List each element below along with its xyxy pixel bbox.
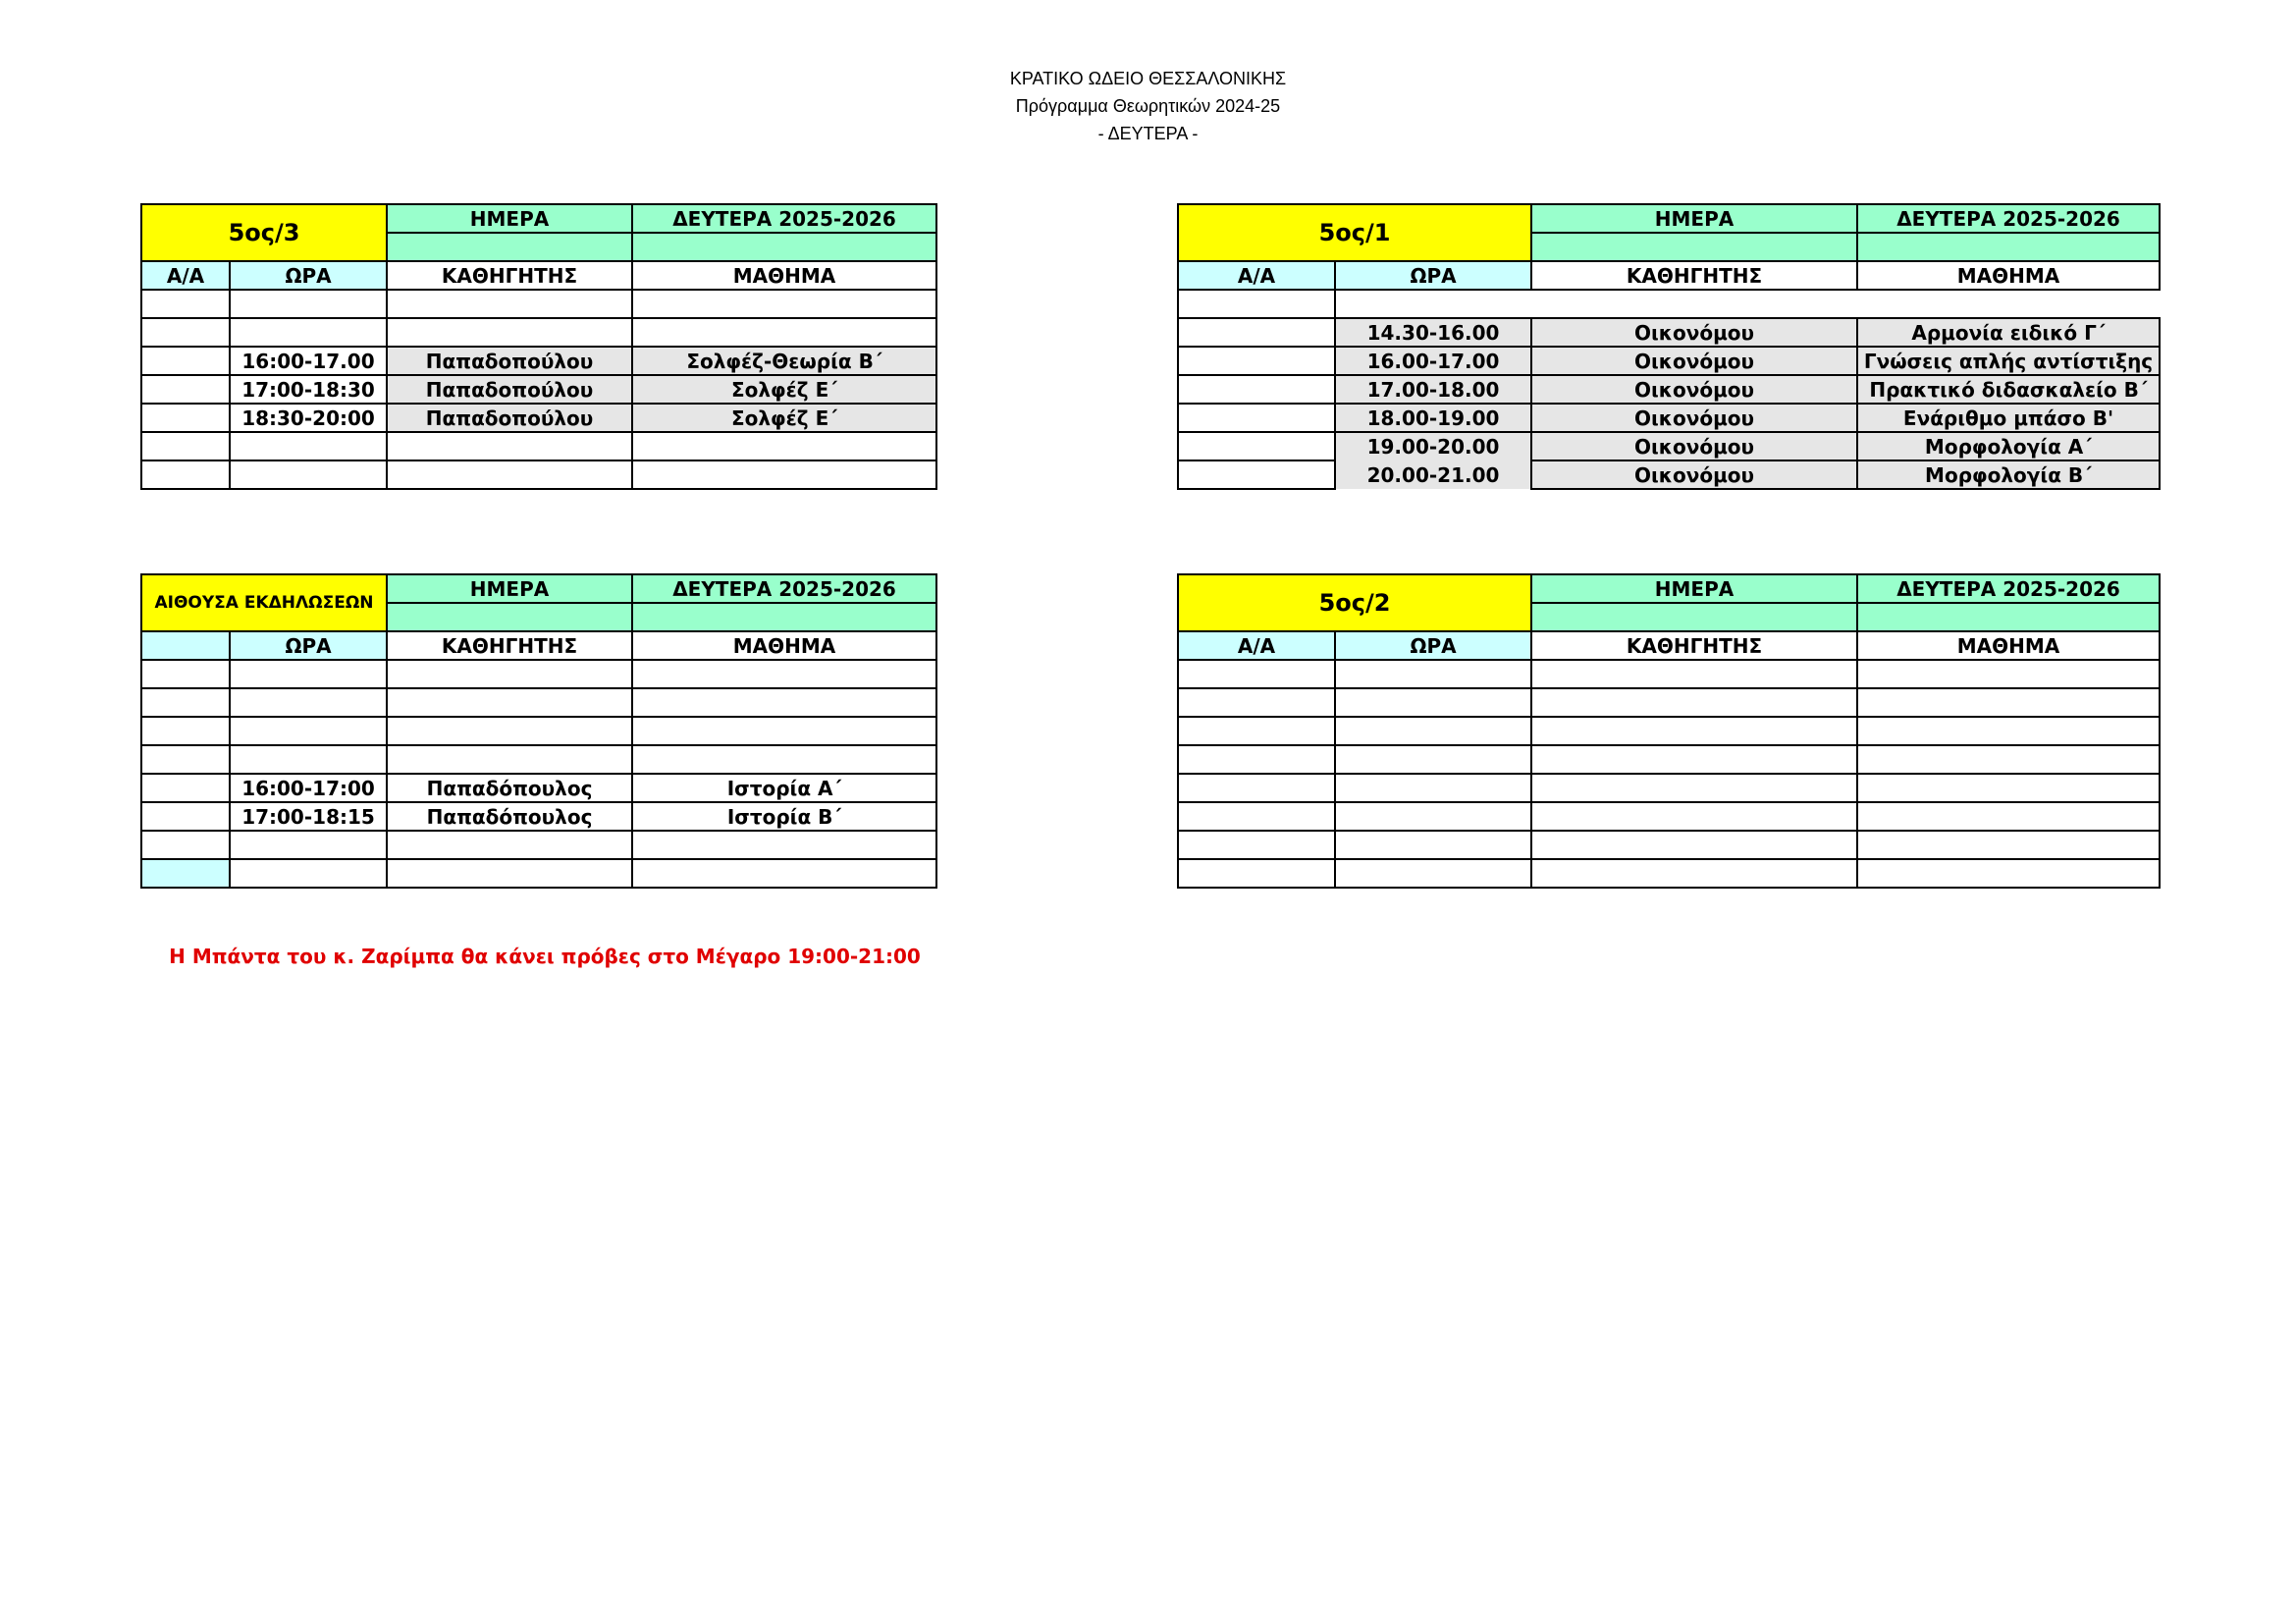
cell-time: 17:00-18:30	[230, 375, 387, 404]
cell-teacher: Οικονόμου	[1531, 432, 1857, 460]
day-value: ΔΕΥΤΕΡΑ 2025-2026	[632, 204, 936, 233]
cell-time	[230, 460, 387, 489]
col-header-aa: Α/Α	[1178, 261, 1335, 290]
schedule-table-5os-2	[1177, 573, 2161, 889]
cell-teacher	[1531, 745, 1857, 774]
cell-time	[230, 745, 387, 774]
column-header-row	[141, 261, 936, 290]
cell-aa	[141, 774, 230, 802]
day-label-blank	[387, 603, 632, 631]
table-row	[141, 318, 936, 347]
cell-time: 16.00-17.00	[1335, 347, 1531, 375]
cell-subject	[632, 460, 936, 489]
cell-aa	[1178, 859, 1335, 888]
cell-teacher	[387, 745, 632, 774]
cell-aa	[141, 859, 230, 888]
cell-subject	[632, 859, 936, 888]
cell-aa	[1178, 432, 1335, 460]
table-row	[141, 688, 936, 717]
band-rehearsal-note: Η Μπάντα του κ. Ζαρίμπα θα κάνει πρόβες στο Μέγαρο 19:00-21:00	[169, 945, 921, 968]
cell-teacher	[387, 290, 632, 318]
cell-time: 18.00-19.00	[1335, 404, 1531, 432]
cell-subject	[632, 717, 936, 745]
cell-aa	[141, 831, 230, 859]
col-header-aa: Α/Α	[1178, 631, 1335, 660]
cell-subject	[632, 688, 936, 717]
cell-aa	[1178, 460, 1335, 489]
cell-time	[230, 717, 387, 745]
cell-subject	[1857, 688, 2160, 717]
table-row	[141, 660, 936, 688]
table-row	[1178, 774, 2160, 802]
cell-aa	[141, 660, 230, 688]
cell-teacher: Παπαδοπούλου	[387, 404, 632, 432]
col-header-time: ΩΡΑ	[230, 631, 387, 660]
col-header-aa: Α/Α	[141, 261, 230, 290]
cell-subject	[1857, 745, 2160, 774]
cell-aa	[1178, 802, 1335, 831]
cell-subject: Γνώσεις απλής αντίστιξης	[1857, 347, 2160, 375]
table-row	[141, 404, 936, 432]
day-label-blank	[1531, 603, 1857, 631]
cell-subject	[1857, 859, 2160, 888]
cell-subject: Ενάριθμο μπάσο Β'	[1857, 404, 2160, 432]
day-label: ΗΜΕΡΑ	[1531, 204, 1857, 233]
cell-subject	[632, 660, 936, 688]
cell-time	[230, 432, 387, 460]
day-label: ΗΜΕΡΑ	[387, 204, 632, 233]
cell-teacher	[1531, 802, 1857, 831]
cell-subject	[1857, 717, 2160, 745]
cell-teacher	[387, 688, 632, 717]
table-row	[1178, 802, 2160, 831]
room-title: 5ος/3	[141, 204, 387, 261]
col-header-teacher: ΚΑΘΗΓΗΤΗΣ	[387, 631, 632, 660]
cell-aa	[141, 717, 230, 745]
table-header-row	[141, 574, 936, 603]
cell-subject: Πρακτικό διδασκαλείο Β΄	[1857, 375, 2160, 404]
table-row	[1178, 460, 2160, 489]
cell-aa	[141, 375, 230, 404]
cell-time: 16:00-17.00	[230, 347, 387, 375]
day-value-blank	[1857, 233, 2160, 261]
cell-subject	[632, 831, 936, 859]
col-header-subject: ΜΑΘΗΜΑ	[632, 631, 936, 660]
cell-teacher	[1531, 774, 1857, 802]
cell-subject: Σολφέζ Ε΄	[632, 375, 936, 404]
cell-time	[1335, 660, 1531, 688]
cell-teacher: Οικονόμου	[1531, 347, 1857, 375]
room-title: ΑΙΘΟΥΣΑ ΕΚΔΗΛΩΣΕΩΝ	[141, 574, 387, 631]
cell-time: 17:00-18:15	[230, 802, 387, 831]
cell-teacher	[1531, 660, 1857, 688]
day-value: ΔΕΥΤΕΡΑ 2025-2026	[632, 574, 936, 603]
cell-time	[1335, 831, 1531, 859]
table-row	[141, 375, 936, 404]
cell-time	[1335, 290, 2160, 318]
cell-aa	[1178, 774, 1335, 802]
table-row	[141, 432, 936, 460]
table-row	[141, 831, 936, 859]
table-row	[141, 460, 936, 489]
cell-subject	[632, 318, 936, 347]
cell-teacher	[387, 432, 632, 460]
table-row	[141, 802, 936, 831]
cell-aa	[1178, 404, 1335, 432]
table-row	[141, 717, 936, 745]
col-header-teacher: ΚΑΘΗΓΗΤΗΣ	[1531, 631, 1857, 660]
cell-aa	[141, 688, 230, 717]
cell-time	[1335, 745, 1531, 774]
day-value-blank	[632, 603, 936, 631]
cell-subject: Ιστορία Α΄	[632, 774, 936, 802]
table-row	[1178, 745, 2160, 774]
cell-time: 20.00-21.00	[1335, 460, 1531, 489]
cell-teacher: Παπαδοπούλου	[387, 347, 632, 375]
cell-aa	[141, 318, 230, 347]
cell-teacher: Παπαδόπουλος	[387, 802, 632, 831]
day-label-blank	[1531, 233, 1857, 261]
cell-aa	[1178, 688, 1335, 717]
cell-aa	[141, 290, 230, 318]
header-day: - ΔΕΥΤΕΡΑ -	[1097, 124, 1199, 143]
table-row	[1178, 375, 2160, 404]
col-header-time: ΩΡΑ	[1335, 631, 1531, 660]
day-value: ΔΕΥΤΕΡΑ 2025-2026	[1857, 204, 2160, 233]
table-row	[141, 290, 936, 318]
col-header-subject: ΜΑΘΗΜΑ	[1857, 261, 2160, 290]
cell-aa	[1178, 290, 1335, 318]
schedule-table-5os-3	[140, 203, 937, 490]
cell-subject	[632, 432, 936, 460]
cell-time	[1335, 717, 1531, 745]
day-label: ΗΜΕΡΑ	[387, 574, 632, 603]
cell-time	[230, 660, 387, 688]
col-header-subject: ΜΑΘΗΜΑ	[1857, 631, 2160, 660]
col-header-time: ΩΡΑ	[1335, 261, 1531, 290]
cell-subject: Σολφέζ-Θεωρία Β΄	[632, 347, 936, 375]
cell-teacher	[1531, 688, 1857, 717]
table-row	[1178, 831, 2160, 859]
table-row	[141, 859, 936, 888]
col-header-teacher: ΚΑΘΗΓΗΤΗΣ	[387, 261, 632, 290]
cell-subject: Αρμονία ειδικό Γ΄	[1857, 318, 2160, 347]
cell-teacher: Οικονόμου	[1531, 460, 1857, 489]
table-header-row	[141, 204, 936, 233]
column-header-row	[141, 631, 936, 660]
col-header-aa	[141, 631, 230, 660]
table-row	[141, 774, 936, 802]
cell-aa	[141, 404, 230, 432]
header-institution: ΚΡΑΤΙΚΟ ΩΔΕΙΟ ΘΕΣΣΑΛΟΝΙΚΗΣ	[1009, 69, 1287, 88]
cell-teacher: Παπαδοπούλου	[387, 375, 632, 404]
cell-aa	[141, 460, 230, 489]
cell-teacher: Οικονόμου	[1531, 318, 1857, 347]
cell-teacher	[387, 660, 632, 688]
room-title: 5ος/2	[1178, 574, 1531, 631]
col-header-teacher: ΚΑΘΗΓΗΤΗΣ	[1531, 261, 1857, 290]
cell-teacher	[387, 460, 632, 489]
header-program: Πρόγραμμα Θεωρητικών 2024-25	[1015, 96, 1281, 116]
day-value: ΔΕΥΤΕΡΑ 2025-2026	[1857, 574, 2160, 603]
cell-aa	[141, 432, 230, 460]
cell-time	[1335, 802, 1531, 831]
column-header-row	[1178, 631, 2160, 660]
cell-time	[1335, 774, 1531, 802]
cell-subject	[1857, 660, 2160, 688]
cell-subject	[1857, 774, 2160, 802]
cell-aa	[1178, 318, 1335, 347]
cell-time	[1335, 859, 1531, 888]
cell-aa	[141, 745, 230, 774]
cell-teacher: Οικονόμου	[1531, 404, 1857, 432]
cell-time: 17.00-18.00	[1335, 375, 1531, 404]
cell-aa	[1178, 831, 1335, 859]
column-header-row	[1178, 261, 2160, 290]
cell-subject	[1857, 831, 2160, 859]
cell-aa	[1178, 660, 1335, 688]
cell-teacher	[387, 717, 632, 745]
cell-time: 19.00-20.00	[1335, 432, 1531, 460]
table-row	[141, 347, 936, 375]
cell-time	[1335, 688, 1531, 717]
col-header-time: ΩΡΑ	[230, 261, 387, 290]
day-label: ΗΜΕΡΑ	[1531, 574, 1857, 603]
cell-subject	[1857, 802, 2160, 831]
cell-teacher	[1531, 859, 1857, 888]
cell-aa	[1178, 745, 1335, 774]
cell-aa	[1178, 347, 1335, 375]
cell-subject: Μορφολογία Β΄	[1857, 460, 2160, 489]
table-row	[1178, 717, 2160, 745]
table-row	[1178, 290, 2160, 318]
table-row	[1178, 660, 2160, 688]
cell-teacher: Παπαδόπουλος	[387, 774, 632, 802]
cell-time: 18:30-20:00	[230, 404, 387, 432]
cell-subject	[632, 290, 936, 318]
day-value-blank	[632, 233, 936, 261]
cell-time	[230, 831, 387, 859]
table-header-row	[1178, 574, 2160, 603]
table-row	[141, 745, 936, 774]
cell-aa	[1178, 717, 1335, 745]
cell-teacher	[1531, 717, 1857, 745]
cell-subject	[632, 745, 936, 774]
cell-subject: Σολφέζ Ε΄	[632, 404, 936, 432]
table-row	[1178, 859, 2160, 888]
cell-time	[230, 859, 387, 888]
col-header-subject: ΜΑΘΗΜΑ	[632, 261, 936, 290]
cell-subject: Ιστορία Β΄	[632, 802, 936, 831]
cell-time: 16:00-17:00	[230, 774, 387, 802]
cell-teacher	[387, 859, 632, 888]
table-row	[1178, 688, 2160, 717]
cell-aa	[141, 347, 230, 375]
cell-time	[230, 318, 387, 347]
cell-time: 14.30-16.00	[1335, 318, 1531, 347]
room-title: 5ος/1	[1178, 204, 1531, 261]
cell-subject: Μορφολογία Α΄	[1857, 432, 2160, 460]
cell-teacher: Οικονόμου	[1531, 375, 1857, 404]
day-label-blank	[387, 233, 632, 261]
schedule-table-event-hall	[140, 573, 937, 889]
schedule-table-5os-1	[1177, 203, 2161, 490]
table-header-row	[1178, 204, 2160, 233]
table-row	[1178, 432, 2160, 460]
cell-aa	[141, 802, 230, 831]
cell-teacher	[387, 831, 632, 859]
table-row	[1178, 318, 2160, 347]
cell-time	[230, 688, 387, 717]
cell-teacher	[387, 318, 632, 347]
cell-aa	[1178, 375, 1335, 404]
cell-teacher	[1531, 831, 1857, 859]
table-row	[1178, 347, 2160, 375]
day-value-blank	[1857, 603, 2160, 631]
cell-time	[230, 290, 387, 318]
table-row	[1178, 404, 2160, 432]
